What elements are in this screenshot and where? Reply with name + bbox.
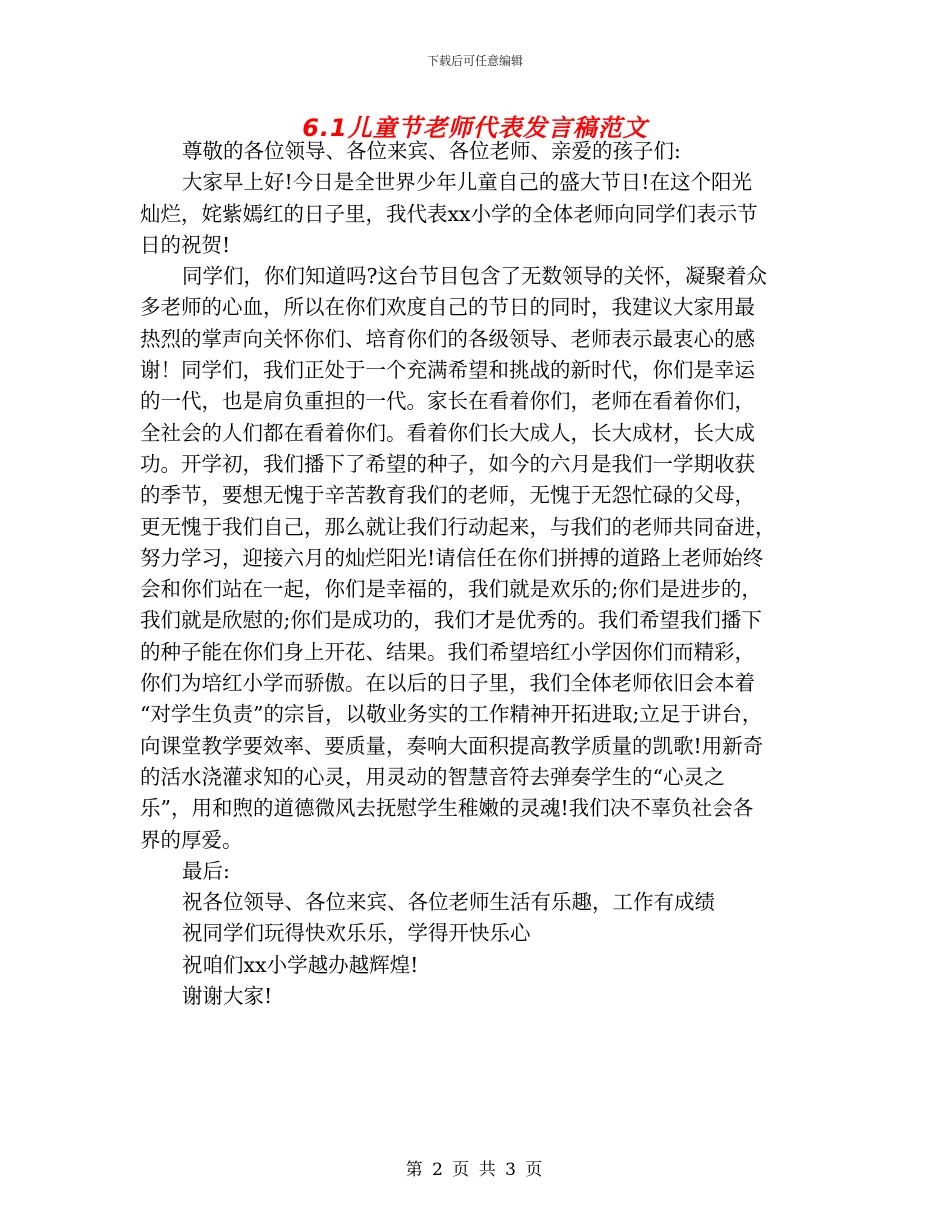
body-line: 的一代，也是肩负重担的一代。家长在看着你们，老师在看着你们， — [140, 389, 755, 414]
document-title: 6.1儿童节老师代表发言稿范文 — [302, 114, 648, 142]
body-line: 全社会的人们都在看着你们。看着你们长大成人，长大成材，长大成 — [140, 420, 755, 445]
body-line: 你们为培红小学而骄傲。在以后的日子里，我们全体老师依旧会本着 — [140, 671, 755, 696]
body-line: 最后: — [182, 858, 230, 883]
body-line: 热烈的掌声向关怀你们、培育你们的各级领导、老师表示最衷心的感 — [140, 326, 755, 351]
body-line: 祝咱们xx小学越办越辉煌! — [182, 952, 419, 977]
page-number-footer: 第 2 页 共 3 页 — [405, 1160, 545, 1180]
body-line: 灿烂，姹紫嫣红的日子里，我代表xx小学的全体老师向同学们表示节 — [140, 201, 758, 226]
body-line: 祝各位领导、各位来宾、各位老师生活有乐趣，工作有成绩 — [182, 890, 715, 915]
body-line: 向课堂教学要效率、要质量，奏响大面积提高教学质量的凯歌!用新奇 — [140, 733, 764, 758]
body-line: 谢谢大家! — [182, 984, 273, 1009]
body-line: 会和你们站在一起，你们是幸福的，我们就是欢乐的;你们是进步的， — [140, 577, 762, 602]
body-line: 乐”，用和煦的道德微风去抚慰学生稚嫩的灵魂!我们决不辜负社会各 — [140, 796, 754, 821]
body-line: 尊敬的各位领导、各位来宾、各位老师、亲爱的孩子们: — [182, 139, 681, 163]
body-line: 的种子能在你们身上开花、结果。我们希望培红小学因你们而精彩， — [140, 639, 755, 664]
body-line: 更无愧于我们自己，那么就让我们行动起来，与我们的老师共同奋进， — [140, 514, 776, 539]
body-line: 谢！同学们，我们正处于一个充满希望和挑战的新时代，你们是幸运 — [140, 358, 755, 383]
body-line: “对学生负责”的宗旨，以敬业务实的工作精神开拓进取;立足于讲台， — [140, 702, 763, 727]
body-line: 祝同学们玩得快欢乐乐，学得开快乐心 — [182, 921, 531, 946]
body-line: 我们就是欣慰的;你们是成功的，我们才是优秀的。我们希望我们播下 — [140, 608, 762, 633]
body-line: 日的祝贺! — [140, 232, 231, 257]
body-line: 多老师的心血，所以在你们欢度自己的节日的同时，我建议大家用最 — [140, 295, 755, 320]
body-line: 功。开学初，我们播下了希望的种子，如今的六月是我们一学期收获 — [140, 451, 755, 476]
header-note: 下载后可任意编辑 — [426, 54, 523, 68]
body-line: 努力学习，迎接六月的灿烂阳光!请信任在你们拼搏的道路上老师始终 — [140, 545, 764, 570]
body-line: 界的厚爱。 — [140, 827, 243, 852]
document-body — [140, 136, 812, 1012]
body-line: 大家早上好!今日是全世界少年儿童自己的盛大节日!在这个阳光 — [182, 170, 752, 195]
body-line: 的季节，要想无愧于辛苦教育我们的老师，无愧于无怨忙碌的父母， — [140, 483, 755, 508]
body-line: 同学们，你们知道吗?这台节目包含了无数领导的关怀，凝聚着众 — [182, 264, 767, 289]
body-line: 的活水浇灌求知的心灵，用灵动的智慧音符去弹奏学生的“心灵之 — [140, 764, 725, 789]
